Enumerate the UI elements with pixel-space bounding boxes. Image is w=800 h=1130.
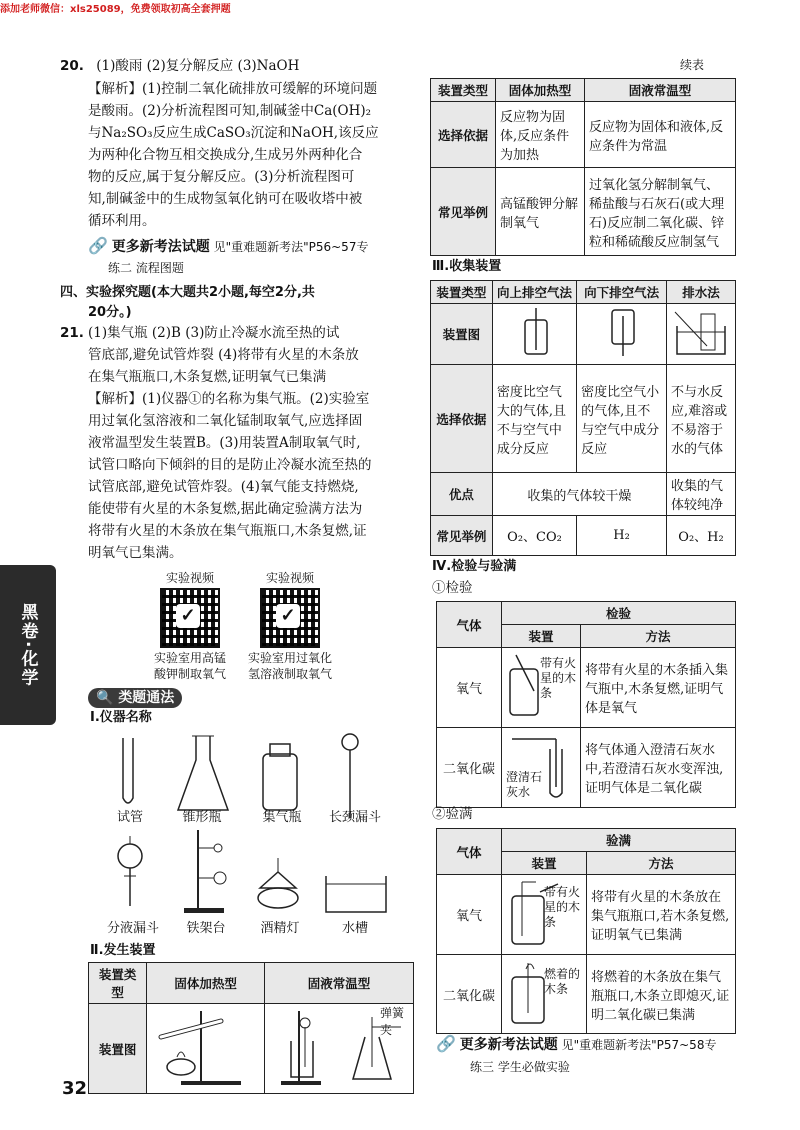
- video-card-1[interactable]: 实验视频 ✓ 实验室用高锰 酸钾制取氧气: [153, 571, 226, 681]
- q20-answer: 20. (1)酸雨 (2)复分解反应 (3)NaOH: [60, 58, 300, 74]
- qr-code-icon[interactable]: ✓: [260, 588, 320, 648]
- text-line: 在集气瓶瓶口,木条复燃,证明氧气已集满: [88, 369, 327, 385]
- downward-air-icon: [602, 306, 642, 358]
- text-line: 【解析】(1)控制二氧化硫排放可缓解的环境问题: [88, 81, 378, 97]
- subject-tab: 黑卷·化学: [0, 565, 56, 725]
- text-line: 管底部,避免试管炸裂 (4)将带有火星的木条放: [88, 347, 359, 363]
- text-line: 液常温型发生装置B。(3)用装置A制取氧气时,: [88, 435, 361, 451]
- gen-table: 装置类型 固体加热型 固液常温型 装置图 弹簧夹: [88, 962, 414, 1094]
- conical-flask-icon: [178, 736, 228, 810]
- qr-code-icon[interactable]: ✓: [160, 588, 220, 648]
- text-line: 试管口略向下倾斜的目的是防止冷凝水流至热的: [88, 457, 372, 473]
- link-icon: 🔗: [88, 236, 108, 255]
- iron-stand-icon: [184, 830, 226, 913]
- instr-name: 试管: [116, 810, 143, 825]
- instr-name: 铁架台: [186, 921, 226, 936]
- more-tests-2[interactable]: 🔗 更多新考法试题 见"重难题新考法"P57~58专: [436, 1034, 717, 1053]
- device-note: 带有火星的木条: [544, 885, 581, 929]
- full-title: ②验满: [432, 806, 473, 822]
- section4-heading: 四、实验探究题(本大题共2小题,每空2分,共: [60, 285, 315, 300]
- test-tube-icon: [123, 738, 133, 803]
- full-table: 气体 验满 装置 方法 氧气 带有火星的木条 将带有火星的木条放在集气瓶瓶口,若木条复燃,证明氧气已集满 二氧化碳 燃着的木条 将燃着的木条放在集气瓶瓶口,木条立即熄灭,证明二氧化碳已集满: [436, 828, 736, 1034]
- gen-title: Ⅱ.发生装置: [90, 943, 156, 958]
- instr-name: 锥形瓶: [182, 810, 222, 825]
- water-trough-icon: [326, 876, 386, 912]
- device-note: 澄清石灰水: [506, 770, 543, 799]
- text-line: 为两种化合物互相交换成分,生成另外两种化合: [88, 147, 363, 163]
- text-line: 循环利用。: [88, 213, 156, 229]
- text-line: 能使带有火星的木条复燃,据此确定验满方法为: [88, 501, 363, 517]
- more-tests-1-sub: 练二 流程图题: [108, 261, 184, 275]
- more-tests-2-sub: 练三 学生必做实验: [470, 1060, 570, 1074]
- instr-name: 集气瓶: [262, 810, 302, 825]
- more-tests-1[interactable]: 🔗 更多新考法试题 见"重难题新考法"P56~57专: [88, 236, 369, 255]
- text-line: 【解析】(1)仪器①的名称为集气瓶。(2)实验室: [88, 391, 370, 407]
- separatory-funnel-icon: [118, 836, 142, 906]
- instr-title: Ⅰ.仪器名称: [90, 710, 152, 725]
- gen-table-continued: 装置类型 固体加热型 固液常温型 选择依据 反应物为固体,反应条件为加热 反应物为固体和液体,反应条件为常温 常见举例 高锰酸钾分解制氧气 过氧化氢分解制氧气、稀盐酸与石灰石(或大理石)反应制二氧化碳、锌粒和稀硫酸反应制氢气: [430, 78, 736, 256]
- device-note: 燃着的木条: [544, 967, 581, 996]
- continued-label: 续表: [680, 58, 705, 72]
- text-line: 将带有火星的木条放在集气瓶瓶口,木条复燃,证: [88, 523, 367, 539]
- alcohol-lamp-icon: [258, 858, 298, 908]
- check-title: ①检验: [432, 580, 473, 596]
- text-line: 与Na₂SO₃反应生成CaSO₃沉淀和NaOH,该反应: [88, 125, 379, 141]
- device-note: 带有火星的木条: [540, 656, 577, 700]
- solid-heating-apparatus-icon: [151, 1007, 255, 1087]
- water-displacement-icon: [671, 306, 731, 358]
- instr-name: 长颈漏斗: [328, 810, 381, 825]
- text-line: 是酸雨。(2)分析流程图可知,制碱釜中Ca(OH)₂: [88, 103, 372, 119]
- text-line: (1)集气瓶 (2)B (3)防止冷凝水流至热的试: [88, 325, 340, 341]
- upward-air-icon: [515, 306, 555, 358]
- collect-table: 装置类型 向上排空气法 向下排空气法 排水法 装置图 选择依据 密度比空气大的气体,且不与空气中成分反应 密度比空气小的气体,且不与空气中成分反应 不与水反应,难溶或不易溶于水的气体 优点 收集的气体较干燥 收集的气体较纯净 常见举例 O₂、CO₂ H₂ O₂、H₂: [430, 280, 736, 556]
- magnifier-icon: 🔍: [96, 690, 114, 706]
- instr-name: 酒精灯: [260, 921, 300, 936]
- check-table: 气体 检验 装置 方法 氧气 带有火星的木条 将带有火星的木条插入集气瓶中,木条复燃,证明气体是氧气 二氧化碳 澄清石灰水 将气体通入澄清石灰水中,若澄清石灰水变浑浊,证明气体是二氧化碳: [436, 601, 736, 808]
- text-line: 知,制碱釜中的生成物氢氧化钠可在吸收塔中被: [88, 191, 363, 207]
- spring-clip-label: 弹簧夹: [380, 1006, 405, 1037]
- instr-name: 水槽: [341, 921, 368, 936]
- collect-title: Ⅲ.收集装置: [432, 259, 502, 274]
- text-line: 明氧气已集满。: [88, 545, 183, 561]
- page-number: 32: [62, 1078, 88, 1099]
- section4-heading-2: 20分。): [88, 305, 132, 320]
- instruments-row2-figure: [88, 828, 408, 918]
- instr-name: 分液漏斗: [106, 921, 159, 936]
- top-note: 添加老师微信：xls25089，免费领取初高全套押题: [0, 4, 231, 15]
- gas-bottle-icon: [263, 744, 297, 810]
- video-card-2[interactable]: 实验视频 ✓ 实验室用过氧化 氢溶液制取氧气: [247, 571, 332, 681]
- link-icon: 🔗: [436, 1034, 456, 1053]
- method-tag: 🔍 类题通法: [88, 687, 182, 707]
- text-line: 用过氧化氢溶液和二氧化锰制取氧气,应选择固: [88, 413, 363, 429]
- text-line: 物的反应,属于复分解反应。(3)分析流程图可: [88, 169, 355, 185]
- q21-num: 21.: [60, 325, 84, 341]
- test-title: Ⅳ.检验与验满: [432, 559, 517, 574]
- text-line: 试管底部,避免试管炸裂。(4)氧气能支持燃烧,: [88, 479, 359, 495]
